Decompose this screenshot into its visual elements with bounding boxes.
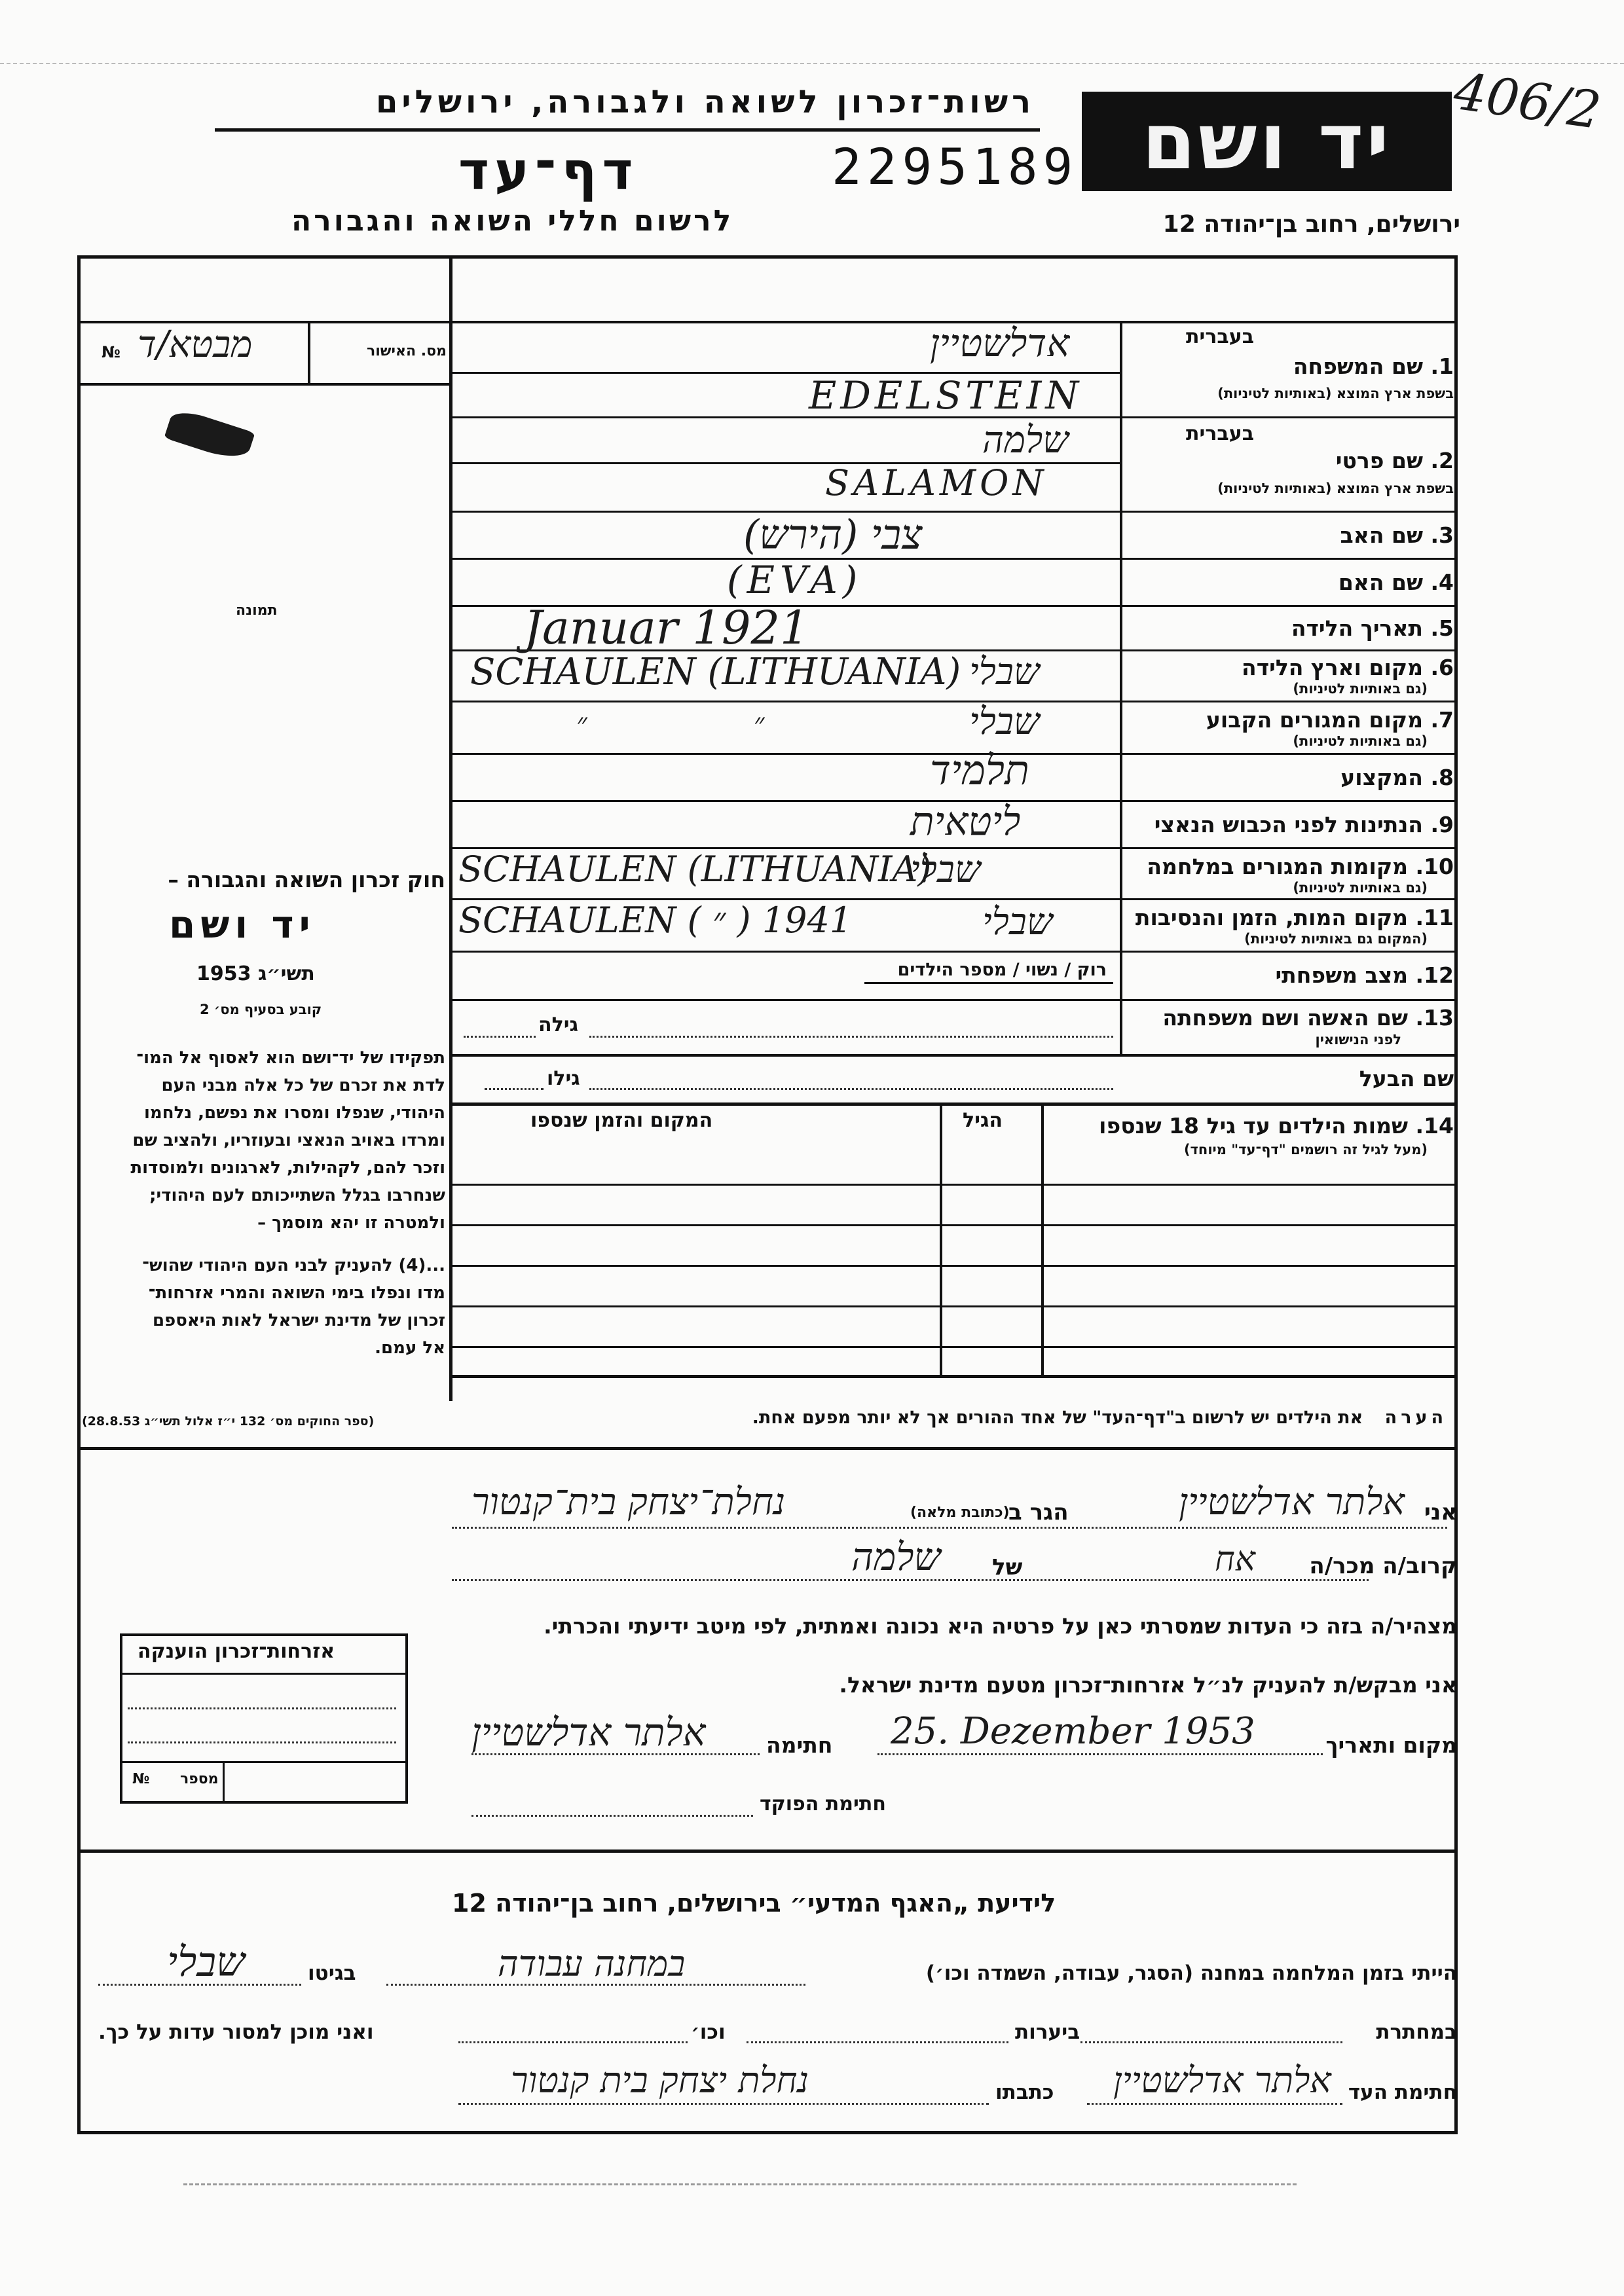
field-4-label xyxy=(1338,570,1454,595)
field-7-label xyxy=(1206,707,1454,733)
scan-dash-top xyxy=(0,63,1624,64)
note-bottom-rule xyxy=(77,1447,1458,1450)
declarant-name: אלתר אדלשטיין xyxy=(1179,1481,1405,1523)
husband-age-blank xyxy=(485,1088,544,1090)
top-inner-rule xyxy=(77,321,1458,323)
field-2-tag: בעברית xyxy=(1186,422,1254,445)
field-row-line xyxy=(449,951,1458,953)
field-13-age-blank xyxy=(464,1036,536,1038)
field-row-line xyxy=(449,999,1458,1001)
field-2-label xyxy=(1336,448,1454,473)
approval-rule xyxy=(77,383,451,386)
law-source: (ספר החוקים מס׳ 132 י״ז אלול תשי״ג 28.8.53) xyxy=(82,1414,375,1429)
field-11-label xyxy=(1135,905,1454,930)
law-line: תפקידו של יד־ושם הוא לאסוף אל המו־ xyxy=(136,1048,445,1068)
official-signature-line xyxy=(471,1815,753,1817)
field-2-hebrew-value: שלמה xyxy=(982,419,1069,462)
scan-dash-bottom xyxy=(183,2183,1297,2185)
field-2-latin-value: SALAMON xyxy=(825,462,1048,503)
field-13-label xyxy=(1162,1005,1454,1030)
note-body: את הילדים יש לרשום ב"דף־העד" של אחד ההורים אך לא יותר מפעם אחת. xyxy=(752,1408,1363,1428)
date-line xyxy=(877,1753,1323,1755)
field-8-num: 8. xyxy=(1430,765,1454,790)
field-7-sub: (גם באותיות לטיניות) xyxy=(1293,733,1428,749)
field-13-name-blank xyxy=(589,1036,1113,1038)
address-hint: (כתובת מלאה) xyxy=(910,1504,1010,1521)
children-bottom-rule xyxy=(449,1375,1458,1378)
law-name: יד ושם xyxy=(169,902,316,947)
field-10-hebrew-value: שבלי xyxy=(910,848,981,891)
children-row-line xyxy=(449,1184,1458,1186)
logo-text: יד ושם xyxy=(1141,96,1392,187)
field-4-value: (EVA) xyxy=(727,558,863,602)
field-10-name: מקומות המגורים במלחמה xyxy=(1147,854,1409,879)
field-8-name: המקצוע xyxy=(1340,765,1423,790)
field-3-label xyxy=(1340,522,1454,548)
law-text-block-1 xyxy=(80,1044,445,1237)
declaration-line-2 xyxy=(452,1579,1369,1581)
field-6-name: מקום וארץ הלידה xyxy=(1242,655,1423,680)
law-line: אל עמם. xyxy=(375,1338,445,1358)
header-rule xyxy=(215,128,1040,132)
field-13-sub: לפני הנישואין xyxy=(1315,1032,1401,1048)
photo-label: תמונה xyxy=(236,602,278,619)
dept-line2-end: ואני מוכן למסור עדות על כך. xyxy=(98,2020,374,2044)
law-line: ומרדו באויב הנאצי ובעוזריו, ולהציב שם xyxy=(132,1131,445,1150)
of-label: של xyxy=(992,1554,1023,1580)
ghetto-blank xyxy=(98,1984,301,1986)
children-row-line xyxy=(449,1346,1458,1348)
field-10-sub: (גם באותיות לטיניות) xyxy=(1293,880,1428,896)
children-row-line xyxy=(449,1305,1458,1307)
field-10-num: 10. xyxy=(1415,854,1454,879)
citizenship-box-vsplit xyxy=(223,1761,225,1804)
field-11-hebrew-value: שבלי xyxy=(982,901,1053,943)
field-9-label xyxy=(1154,812,1454,837)
citizenship-box-divider xyxy=(120,1761,408,1763)
field-7-value: ״ ״ xyxy=(576,707,843,740)
declaration-i-label: אני xyxy=(1424,1499,1457,1525)
field-1-label xyxy=(1293,354,1454,379)
citizenship-box-title: אזרחות־זכרון הוענקה xyxy=(138,1640,335,1663)
law-line: זכרון של מדינת ישראל לאות היאספם xyxy=(153,1311,445,1330)
field-row-line xyxy=(449,558,1458,560)
dept-line1-prefix: הייתי בזמן המלחמה במחנה (הסגר, עבודה, השמדה וכו׳) xyxy=(925,1961,1457,1985)
field-5-name: תאריך הלידה xyxy=(1291,615,1423,641)
citizenship-box-line xyxy=(128,1741,396,1743)
law-line: מדו ונפלו בימי השואה והמרי אזרחות־ xyxy=(148,1283,445,1303)
declaration-request: אני מבקש/ת להעניק לנ״ל אזרחות־זכרון מטעם מדינת ישראל. xyxy=(839,1672,1457,1698)
ghetto-value: שבלי xyxy=(167,1938,246,1986)
children-col-place: המקום והזמן שנספו xyxy=(530,1109,713,1132)
field-12-underline xyxy=(864,982,1113,984)
children-name: שמות הילדים עד גיל 18 שנספו xyxy=(1099,1113,1409,1139)
citizenship-number-symbol: № xyxy=(132,1771,150,1787)
forests-label: ביערות xyxy=(1015,2020,1080,2044)
field-row-line xyxy=(449,511,1458,513)
approval-number-symbol: № xyxy=(101,343,120,361)
children-row-line xyxy=(449,1265,1458,1267)
forests-blank xyxy=(747,2041,1008,2043)
law-title: חוק זכרון השואה והגבורה – xyxy=(168,867,445,892)
field-1-tag: בעברית xyxy=(1186,325,1254,348)
official-signature-label: חתימת הפוקד xyxy=(760,1793,886,1815)
dept-top-rule xyxy=(77,1850,1458,1853)
field-7-num: 7. xyxy=(1430,707,1454,733)
field-8-label xyxy=(1340,765,1454,790)
witness-address-label: כתבתו xyxy=(995,2081,1054,2104)
children-sub: (מעל לגיל זה רושמים "דף־עד" מיוחד) xyxy=(1183,1142,1428,1157)
form-number: 2295189 xyxy=(832,137,1079,196)
citizenship-number-label: מספר xyxy=(180,1771,219,1787)
field-6-hebrew-value: שבלי xyxy=(969,651,1040,693)
field-11-name: מקום המות, הזמן והנסיבות xyxy=(1135,905,1409,930)
dept-line1-blank xyxy=(386,1984,805,1986)
field-11-num: 11. xyxy=(1415,905,1454,930)
field-6-sub: (גם באותיות לטיניות) xyxy=(1293,681,1428,697)
field-5-label xyxy=(1291,615,1454,641)
approval-label: מס. האישור xyxy=(367,343,447,359)
children-col-divider-1 xyxy=(940,1102,942,1377)
law-year: תשי״ג 1953 xyxy=(196,962,315,985)
law-line: ...(4) להעניק לבני העם היהודי שהוש־ xyxy=(142,1256,445,1275)
field-7-hebrew-value: שבלי xyxy=(969,701,1040,743)
field-2-num: 2. xyxy=(1430,448,1454,473)
law-clause: קובע בסעיף מס׳ 2 xyxy=(200,1002,322,1017)
children-col-age: הגיל xyxy=(963,1109,1003,1132)
header-address: ירושלים, רחוב בן־יהודה 12 xyxy=(1162,211,1460,238)
declarant-signature: אלתר אדלשטיין xyxy=(471,1710,706,1755)
declaration-line-1 xyxy=(452,1527,1447,1529)
underground-label: במחתרת xyxy=(1376,2020,1457,2044)
dept-line1-value: במחנה עבודה xyxy=(498,1943,686,1984)
form-subtitle: לרשום חללי השואה והגבורה xyxy=(291,204,734,238)
field-3-value: צבי (הירש) xyxy=(743,511,923,558)
residing-label: הגר ב xyxy=(1008,1499,1069,1525)
field-12-num: 12. xyxy=(1415,962,1454,988)
note-text xyxy=(752,1408,1447,1428)
etc-blank xyxy=(458,2041,688,2043)
field-1-num: 1. xyxy=(1430,354,1454,379)
law-line: היהודי, שנפלו ומסרו את נפשם, נלחמו xyxy=(143,1103,445,1123)
declarant-address: נחלת־יצחק בית־קנטור xyxy=(471,1481,786,1523)
relation-value: אח xyxy=(1215,1540,1255,1579)
signature-line xyxy=(471,1753,760,1755)
children-num: 14. xyxy=(1415,1113,1454,1139)
corner-annotation: 406/2 xyxy=(1450,62,1604,141)
husband-label: שם הבעל xyxy=(1359,1066,1454,1091)
field-row-line xyxy=(449,1054,1458,1057)
field-4-name: שם האם xyxy=(1338,570,1423,595)
field-1-latin-value: EDELSTEIN xyxy=(809,373,1083,418)
approval-divider xyxy=(308,323,310,384)
field-7-name: מקום המגורים הקבוע xyxy=(1206,707,1423,733)
field-12-options: רוק / נשוי / מספר הילדים xyxy=(897,960,1107,980)
witness-address-blank xyxy=(458,2103,989,2105)
yad-vashem-logo xyxy=(1082,92,1452,191)
place-date-label: מקום ותאריך xyxy=(1325,1732,1457,1758)
left-column-divider xyxy=(449,255,452,1401)
field-9-num: 9. xyxy=(1430,812,1454,837)
field-1-hebrew-value: אדלשטיין xyxy=(930,321,1070,365)
witness-sig-label: חתימת העד xyxy=(1348,2081,1457,2104)
children-label xyxy=(1099,1113,1454,1139)
form-title: דף־עד xyxy=(458,141,638,202)
field-12-label xyxy=(1275,962,1454,988)
declaration-statement: מצהיר/ה בזה כי העדות שמסרתי כאן על פרטיה היא נכונה ואמתית, לפי מיטב ידיעתי והכרתי. xyxy=(544,1613,1457,1639)
underground-blank xyxy=(1080,2041,1342,2043)
witness-sig-blank xyxy=(1087,2103,1342,2105)
field-13-age-label: גילה xyxy=(538,1013,578,1036)
citizenship-box-line xyxy=(128,1707,396,1709)
field-11-sub: (המקום גם באותיות לטיניות) xyxy=(1244,931,1428,947)
date-value: 25. Dezember 1953 xyxy=(891,1710,1255,1753)
field-12-name: מצב משפחתי xyxy=(1275,962,1409,988)
field-5-num: 5. xyxy=(1430,615,1454,641)
note-prefix: הערה xyxy=(1384,1408,1447,1428)
field-13-name: שם האשה ושם משפחתה xyxy=(1162,1005,1409,1030)
field-4-num: 4. xyxy=(1430,570,1454,595)
field-11-value: SCHAULEN ( ״ ) 1941 xyxy=(458,900,853,941)
field-row-line xyxy=(449,701,1458,702)
field-2-sub: בשפת ארץ המוצא (באותיות לטיניות) xyxy=(1217,481,1454,496)
field-1-sub: בשפת ארץ המוצא (באותיות לטיניות) xyxy=(1217,386,1454,401)
approval-value: מבטא/ד xyxy=(138,323,253,366)
field-6-value: SCHAULEN (LITHUANIA) xyxy=(470,651,961,693)
witness-address: נחלת יצחק בית קנטור xyxy=(511,2060,809,2101)
field-6-label xyxy=(1242,655,1454,680)
field-1-name: שם המשפחה xyxy=(1293,354,1423,379)
field-10-value: SCHAULEN (LITHUANIA) xyxy=(458,848,932,890)
law-line: ולמטרה זו יהא מוסמך – xyxy=(257,1213,445,1233)
field-5-value: Januar 1921 xyxy=(524,601,809,655)
law-line: וזכר להם, לקהילות, לארגונים ולמוסדות xyxy=(130,1158,445,1178)
law-text-block-2 xyxy=(80,1252,445,1362)
children-top-rule xyxy=(449,1102,1458,1106)
relative-label: קרוב/ה מכר/ה xyxy=(1309,1553,1457,1579)
field-2-name: שם פרטי xyxy=(1335,448,1423,473)
field-6-num: 6. xyxy=(1430,655,1454,680)
field-9-name: הנתינות לפני הכבוש הנאצי xyxy=(1154,812,1423,837)
witness-signature: אלתר אדלשטיין xyxy=(1113,2060,1331,2101)
signature-label: חתימה xyxy=(766,1732,833,1758)
ghetto-label: בגיטו xyxy=(308,1961,356,1985)
citizenship-box-rule xyxy=(120,1673,408,1675)
field-3-num: 3. xyxy=(1430,522,1454,548)
etc-label: וכו׳ xyxy=(691,2020,726,2044)
institution-line: רשות־זכרון לשואה ולגבורה, ירושלים xyxy=(375,84,1035,120)
field-9-value: ליטאית xyxy=(910,799,1021,845)
field-10-label xyxy=(1147,854,1454,879)
children-col-divider-2 xyxy=(1041,1102,1044,1377)
field-8-value: תלמיד xyxy=(930,746,1029,794)
of-name-value: שלמה xyxy=(851,1535,941,1579)
field-3-name: שם האב xyxy=(1340,522,1423,548)
law-line: שנחרבו בגלל השתייכותם לעם היהודי; xyxy=(149,1186,445,1205)
dept-title: לידיעת „האגף המדעי״ בירושלים, רחוב בן־יהודה 12 xyxy=(452,1889,1056,1918)
husband-age-label: גילו xyxy=(547,1067,580,1090)
field-13-num: 13. xyxy=(1415,1005,1454,1030)
label-column-divider xyxy=(1120,321,1122,1054)
law-line: לדת את זכרם של כל אלה מבני העם xyxy=(161,1076,445,1095)
husband-name-blank xyxy=(589,1088,1113,1090)
children-row-line xyxy=(449,1224,1458,1226)
